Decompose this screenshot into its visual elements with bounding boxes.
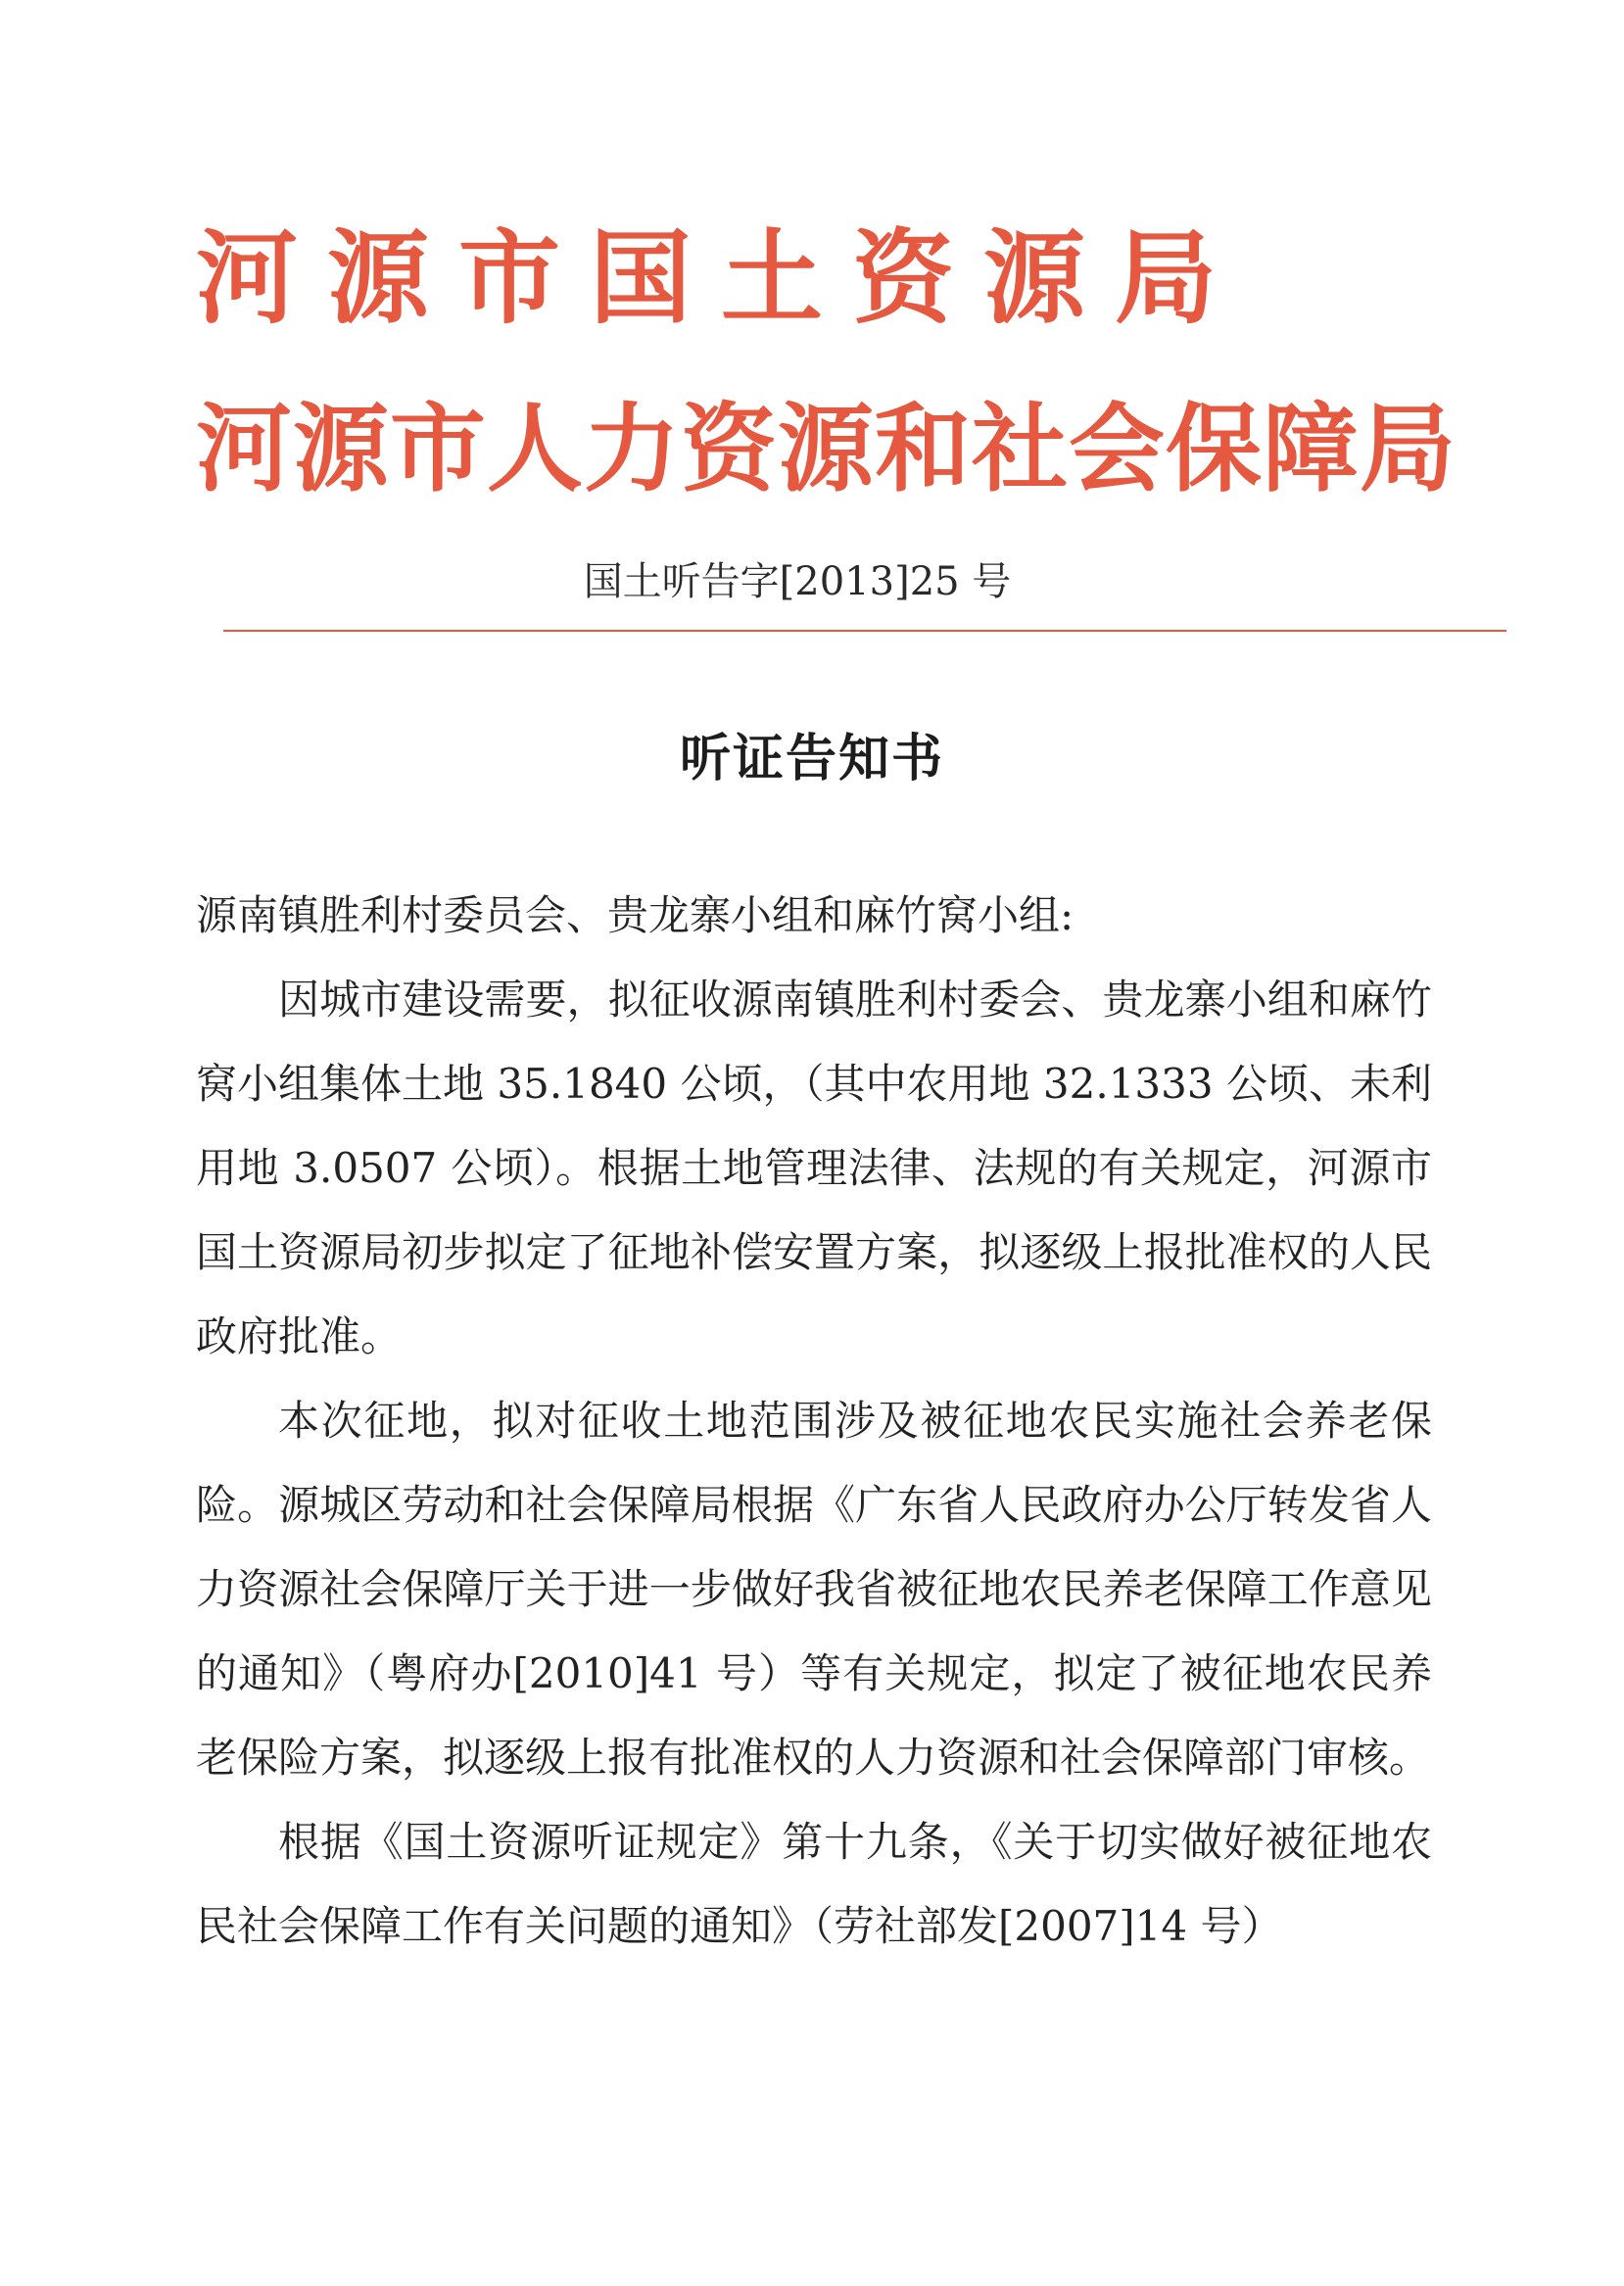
header-divider bbox=[223, 630, 1506, 632]
paragraph-land-acquisition: 因城市建设需要，拟征收源南镇胜利村委会、贵龙寨小组和麻竹窝小组集体土地 35.1840 公顷，（其中农用地 32.1333 公顷、未利用地 3.0507 公顷）。根据土地管理法律、法规的有关规定，河源市国土资源局初步拟定了征地补偿安置方案，拟逐级上报批准权的人民政府批准。 bbox=[196, 976, 1432, 1360]
document-body bbox=[196, 874, 1432, 1969]
paragraph-legal-basis: 根据《国土资源听证规定》第十九条，《关于切实做好被征地农民社会保障工作有关问题的通知》（劳社部发[2007]14 号） bbox=[196, 1818, 1432, 1950]
issuing-authority-human-resources: 河源市人力资源和社会保障局 bbox=[196, 394, 1457, 505]
document-title: 听证告知书 bbox=[679, 729, 944, 788]
paragraph-pension-insurance: 本次征地，拟对征收土地范围涉及被征地农民实施社会养老保险。源城区劳动和社会保障局根据《广东省人民政府办公厅转发省人力资源社会保障厅关于进一步做好我省被征地农民养老保障工作意见的通知》（粤府办[2010]41 号）等有关规定，拟定了被征地农民养老保险方案，拟逐级上报有批准权的人力资源和社会保障部门审核。 bbox=[196, 1397, 1432, 1782]
addressee: 源南镇胜利村委员会、贵龙寨小组和麻竹窝小组: bbox=[196, 891, 1075, 939]
issuing-authority-land-resources: 河源市国土资源局 bbox=[196, 218, 1247, 338]
document-number: 国土听告字[2013]25 号 bbox=[583, 559, 1012, 604]
